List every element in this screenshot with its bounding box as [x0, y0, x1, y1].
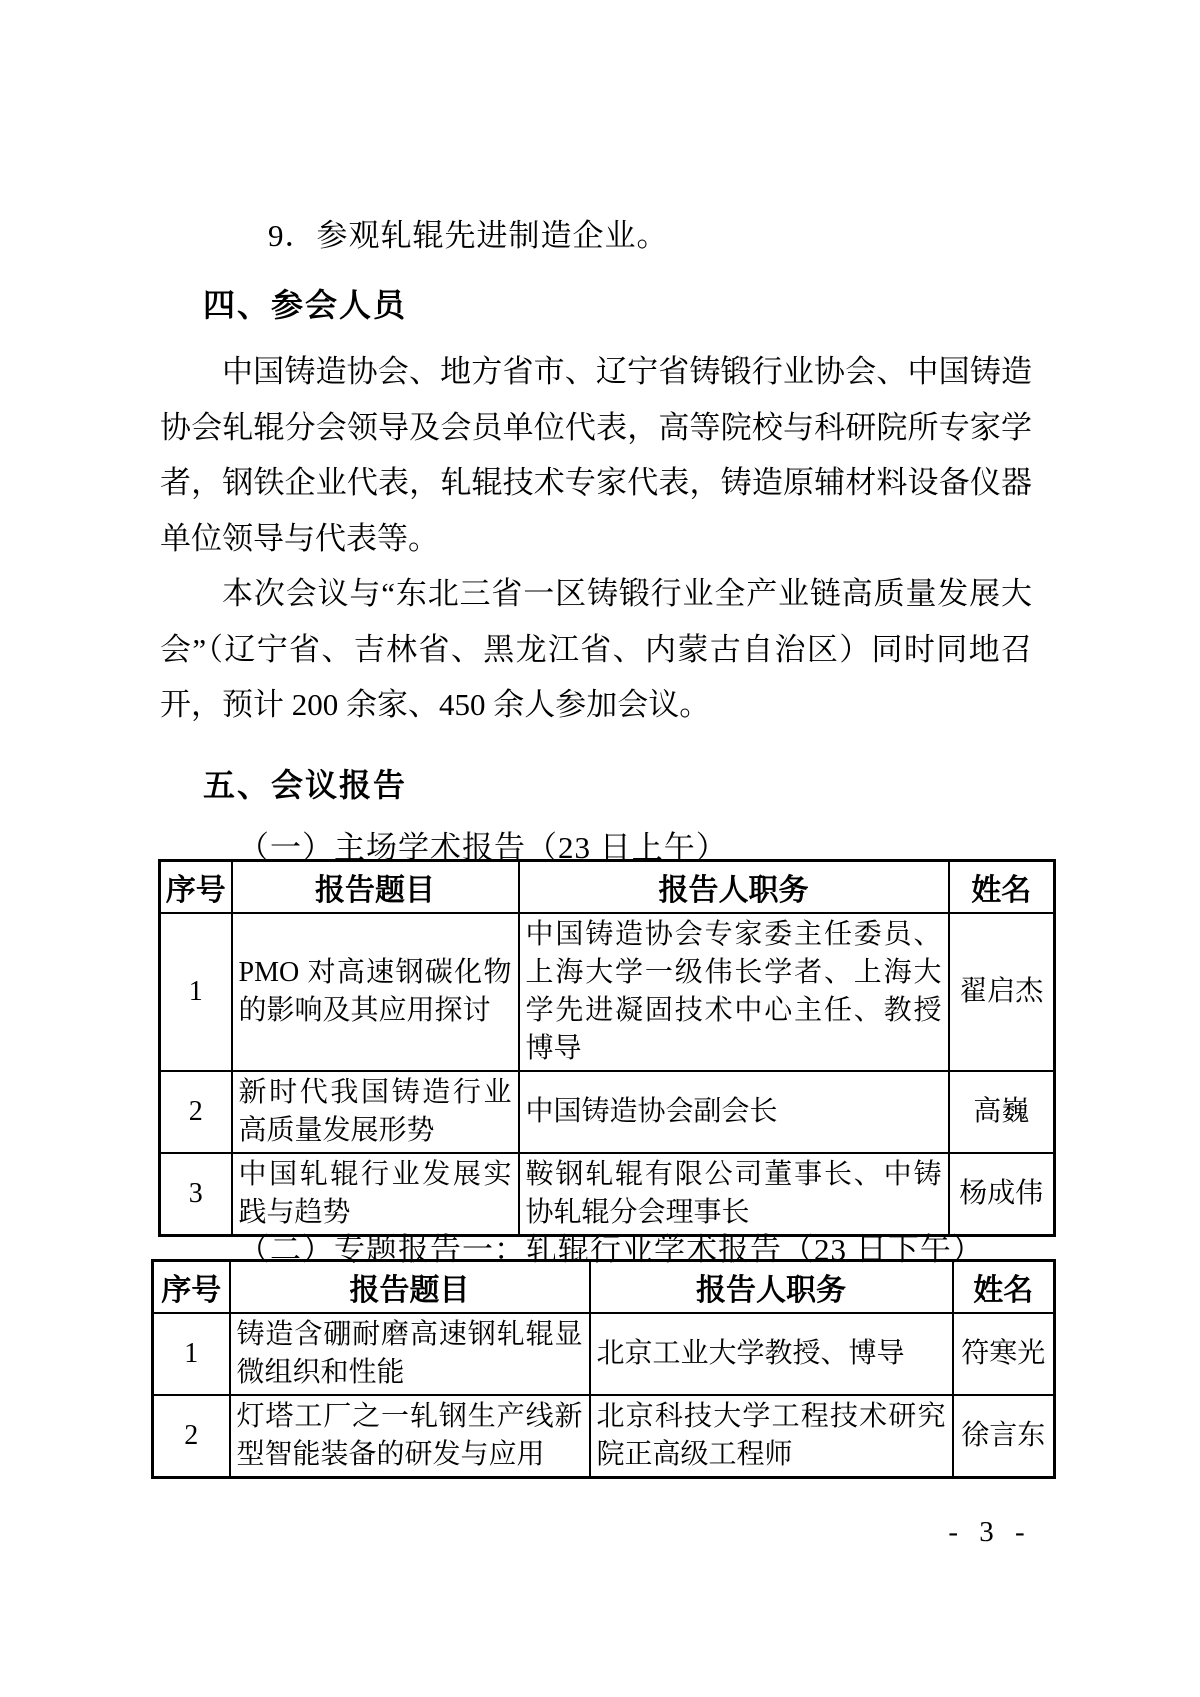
cell-name: 杨成伟 — [949, 1153, 1055, 1236]
list-item-9: 9．参观轧辊先进制造企业。 — [268, 218, 669, 253]
cell-topic: 灯塔工厂之一轧钢生产线新型智能装备的研发与应用 — [230, 1395, 590, 1478]
cell-position: 北京工业大学教授、博导 — [590, 1313, 953, 1395]
header-cell-no: 序号 — [160, 861, 232, 914]
subsection-title-special-reports: （二）专题报告一：轧辊行业学术报告（23 日下午） — [238, 1232, 984, 1267]
cell-position: 北京科技大学工程技术研究院正高级工程师 — [590, 1395, 953, 1478]
paragraph-participants: 中国铸造协会、地方省市、辽宁省铸锻行业协会、中国铸造协会轧辊分会领导及会员单位代表，高等院校与科研院所专家学者，钢铁企业代表，轧辊技术专家代表，铸造原辅材料设备仪器单位领导与代表等。 — [160, 354, 1032, 556]
special-reports-table — [151, 1259, 1056, 1479]
header-cell-position: 报告人职务 — [590, 1261, 953, 1314]
cell-topic: 铸造含硼耐磨高速钢轧辊显微组织和性能 — [230, 1313, 590, 1395]
cell-name: 符寒光 — [953, 1313, 1055, 1395]
cell-name: 翟启杰 — [949, 913, 1055, 1071]
table-header-row — [153, 1261, 1055, 1314]
cell-no: 3 — [160, 1153, 232, 1236]
cell-no: 2 — [153, 1395, 230, 1478]
page-number: - 3 - — [948, 1516, 1032, 1548]
header-cell-position: 报告人职务 — [519, 861, 949, 914]
header-cell-topic: 报告题目 — [230, 1261, 590, 1314]
table-header-row — [160, 861, 1055, 914]
table-row — [160, 913, 1055, 1071]
header-cell-topic: 报告题目 — [232, 861, 519, 914]
header-cell-name: 姓名 — [953, 1261, 1055, 1314]
header-cell-no: 序号 — [153, 1261, 230, 1314]
header-cell-name: 姓名 — [949, 861, 1055, 914]
table-row — [153, 1313, 1055, 1395]
cell-position: 鞍钢轧辊有限公司董事长、中铸协轧辊分会理事长 — [519, 1153, 949, 1236]
cell-no: 2 — [160, 1071, 232, 1153]
cell-no: 1 — [153, 1313, 230, 1395]
table-row — [153, 1395, 1055, 1478]
cell-topic: 中国轧辊行业发展实践与趋势 — [232, 1153, 519, 1236]
cell-name: 徐言东 — [953, 1395, 1055, 1478]
cell-name: 高巍 — [949, 1071, 1055, 1153]
paragraph-joint-meeting: 本次会议与“东北三省一区铸锻行业全产业链高质量发展大会”（辽宁省、吉林省、黑龙江省、内蒙古自治区）同时同地召开，预计 200 余家、450 余人参加会议。 — [160, 576, 1032, 722]
cell-topic: PMO 对高速钢碳化物的影响及其应用探讨 — [232, 913, 519, 1071]
cell-topic: 新时代我国铸造行业高质量发展形势 — [232, 1071, 519, 1153]
cell-position: 中国铸造协会副会长 — [519, 1071, 949, 1153]
main-reports-table — [158, 859, 1056, 1237]
cell-position: 中国铸造协会专家委主任委员、上海大学一级伟长学者、上海大学先进凝固技术中心主任、教授博导 — [519, 913, 949, 1071]
table-row — [160, 1071, 1055, 1153]
section-heading-participants: 四、参会人员 — [203, 287, 408, 323]
section-heading-reports: 五、会议报告 — [203, 767, 408, 803]
cell-no: 1 — [160, 913, 232, 1071]
subsection-title-main-reports: （一）主场学术报告（23 日上午） — [238, 830, 728, 865]
